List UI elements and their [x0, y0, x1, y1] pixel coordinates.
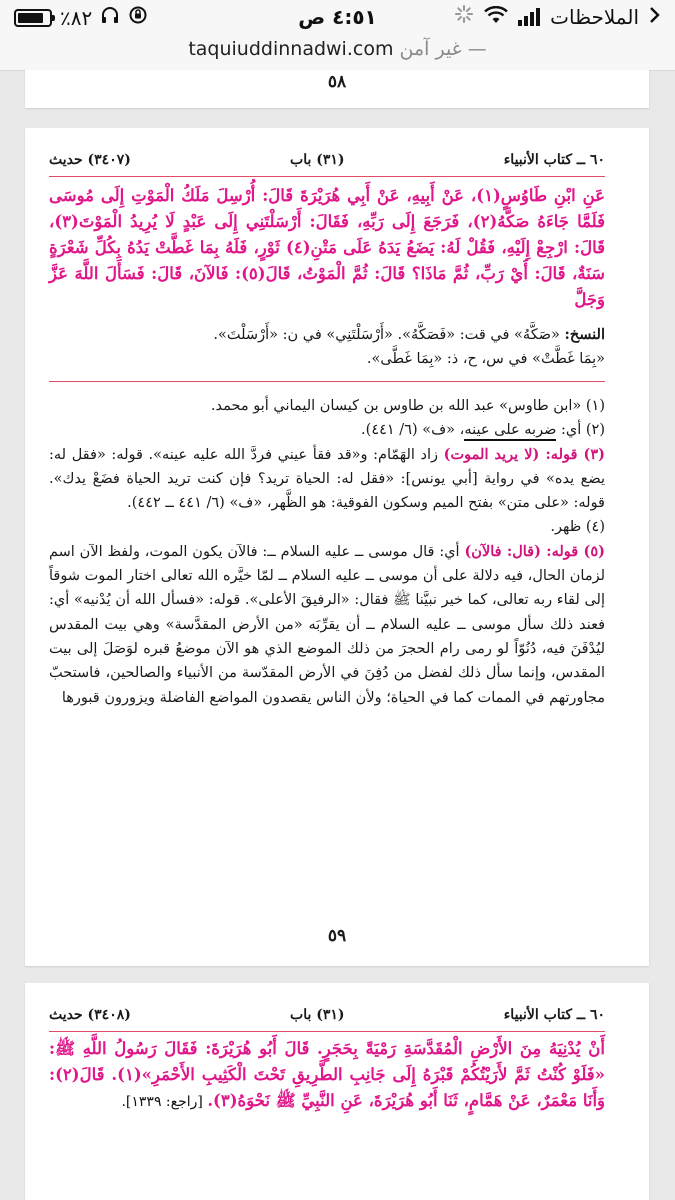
battery-percent: ٪٨٢ — [60, 5, 93, 30]
page-60 — [25, 983, 649, 1200]
variants-line-2: «بِمَا غَطَّتْ» في س، ح، ذ: «بِمَا غَطَّى». — [366, 351, 605, 367]
footnote-5-label: (٥) قوله: (قال: فالآن) — [464, 542, 605, 560]
page-header — [49, 1007, 605, 1032]
page-fragment-top — [25, 70, 649, 108]
security-label: غير آمن — — [399, 38, 487, 60]
reference-note: [راجع: ١٣٣٩]. — [121, 1094, 208, 1110]
header-book: ٦٠ ــ كتاب الأنبياء — [503, 152, 605, 168]
status-bar — [0, 0, 675, 34]
manuscript-variants — [49, 323, 605, 382]
footnote-2-highlight: ضربه على عينه — [464, 422, 556, 441]
footnote-5-text: أي: قال موسى ــ عليه السلام ــ: فالآن يكون الموت، ولفظ الآن اسم لزمان الحال، فيه دلالة على أن موسى ــ عليه السلام ــ لمّا خيَّره الله تعالى اختار الموت شوقاً إلى لقاء ربه تعالى، كما خير نبيَّنا ﷺ فقال: «الرفيقَ الأعلى». قوله: «فسأل الله أن يُدْنيه» أي: فعند ذلك سأل موسى ــ عليه السلام ــ أن يقرِّبَه «من الأرض المقدَّسة» وهي بيت المقدس ليُدْفَنَ فيه، دُنُوّاً لو رمى رام الحجرَ من ذلك الموضع الذي هو الآن موضعُ قبره لوَصَلَ إلى بيت المقدس، وإنما سأل ذلك لفضل من دُفِنَ في الأرض المقدّسة من الأنبياء والصالحين، فاستحبّ مجاورتهم في الممات كما في الحياة؛ ولأن الناس يقصدون المواضع الفاضلة ويزورون قبورها — [49, 543, 605, 706]
header-hadith-number: (٣٤٠٨) حديث — [49, 1007, 131, 1023]
footnote-3-text: زاد الهَمّام: و«قد فقأ عيني فردَّ الله عليه عينه». قوله: «فقل له: يضع يده» في رواية [أبي يونس]: «فقل له: الحياة تريد؟ فإن كنت تريد الحياة فضَعْ يدك». قوله: «على متن» بفتح الميم وسكون الفوقية: هو الظَّهر، «ف» (٦/ ٤٤١ ــ ٤٤٢). — [49, 446, 605, 512]
wifi-icon — [484, 5, 508, 29]
page-number: ٥٩ — [327, 926, 347, 946]
back-arrow-icon[interactable] — [649, 5, 661, 29]
url-text[interactable]: taquiuddinnadwi.com — [188, 38, 394, 60]
status-time: ٤:٥١ ص — [298, 5, 377, 29]
page-59 — [25, 128, 649, 966]
hadith-text: عَنِ ابْنِ طَاوُسٍ(١)، عَنْ أَبِيهِ، عَنْ أَبِي هُرَيْرَةَ قَالَ: أُرْسِلَ مَلَكُ الْمَوْتِ إِلَى مُوسَى فَلَمَّا جَاءَهُ صَكَّهُ(٢)، فَرَجَعَ إِلَى رَبِّهِ، فَقَالَ: أَرْسَلْتَنِي إِلَى عَبْدٍ لَا يُرِيدُ الْمَوْتَ(٣)، قَالَ: ارْجِعْ إِلَيْهِ، فَقُلْ لَهُ: يَضَعُ يَدَهُ عَلَى مَتْنِ(٤) ثَوْرٍ، فَلَهُ بِمَا غَطَّتْ يَدُهُ بِكُلِّ شَعْرَةٍ سَنَةٌ، قَالَ: أَيْ رَبِّ، ثُمَّ مَاذَا؟ قَالَ: ثُمَّ الْمَوْتُ، قَالَ(٥): فَالآنَ، قَالَ: فَسَأَلَ اللَّهَ عَزَّ وَجَلَّ — [49, 186, 606, 309]
activity-spinner-icon — [454, 4, 474, 29]
header-chapter: (٣١) باب — [290, 152, 345, 168]
hadith-body: أَنْ يُدْنِيَهُ مِنَ الأَرْضِ الْمُقَدَّسَةِ رَمْيَةً بِحَجَرٍ. قَالَ أَبُو هُرَيْرَةَ: فَقَالَ رَسُولُ اللَّهِ ﷺ: «فَلَوْ كُنْتُ ثَمَّ لأَرَيْتُكُمْ قَبْرَهُ إِلَى جَانِبِ الطَّرِيقِ تَحْتَ الْكَثِيبِ الأَحْمَرِ»(١). قَالَ(٢): وَأَنَا مَعْمَرٌ، عَنْ هَمَّامٍ، ثَنَا أَبُو هُرَيْرَةَ، عَنِ النَّبِيِّ ﷺ نَحْوَهُ(٣). — [49, 1039, 605, 1110]
signal-bars-icon — [518, 8, 540, 26]
page-header — [49, 152, 605, 177]
footnotes — [49, 394, 605, 710]
footnote-3 — [49, 443, 605, 516]
footnote-2 — [49, 418, 605, 442]
page-number: ٥٨ — [327, 72, 347, 92]
footnote-3-label: (٣) قوله: (لا يريد الموت) — [443, 445, 606, 463]
carrier-label: الملاحظات — [550, 4, 639, 29]
header-hadith-number: (٣٤٠٧) حديث — [49, 152, 131, 168]
footnote-4: (٤) ظهر. — [550, 519, 605, 536]
url-bar[interactable] — [0, 34, 675, 71]
hadith-text — [49, 1036, 605, 1115]
header-book: ٦٠ ــ كتاب الأنبياء — [503, 1007, 605, 1023]
variants-label: النسخ: — [564, 326, 605, 343]
footnote-2-prefix: (٢) أي: — [556, 422, 605, 439]
status-right — [454, 4, 661, 29]
footnote-2-suffix: ، «ف» (٦/ ٤٤١). — [361, 422, 465, 439]
variants-line-1: «صَكَّهُ» في قت: «فَصَكَّهُ». «أَرْسَلْتَنِي» في ن: «أَرْسَلْتَ». — [213, 327, 560, 343]
footnote-1: (١) «ابن طاوس» عبد الله بن طاوس بن كيسان اليماني أبو محمد. — [210, 398, 605, 414]
header-chapter: (٣١) باب — [290, 1007, 345, 1023]
footnote-5 — [49, 540, 605, 710]
